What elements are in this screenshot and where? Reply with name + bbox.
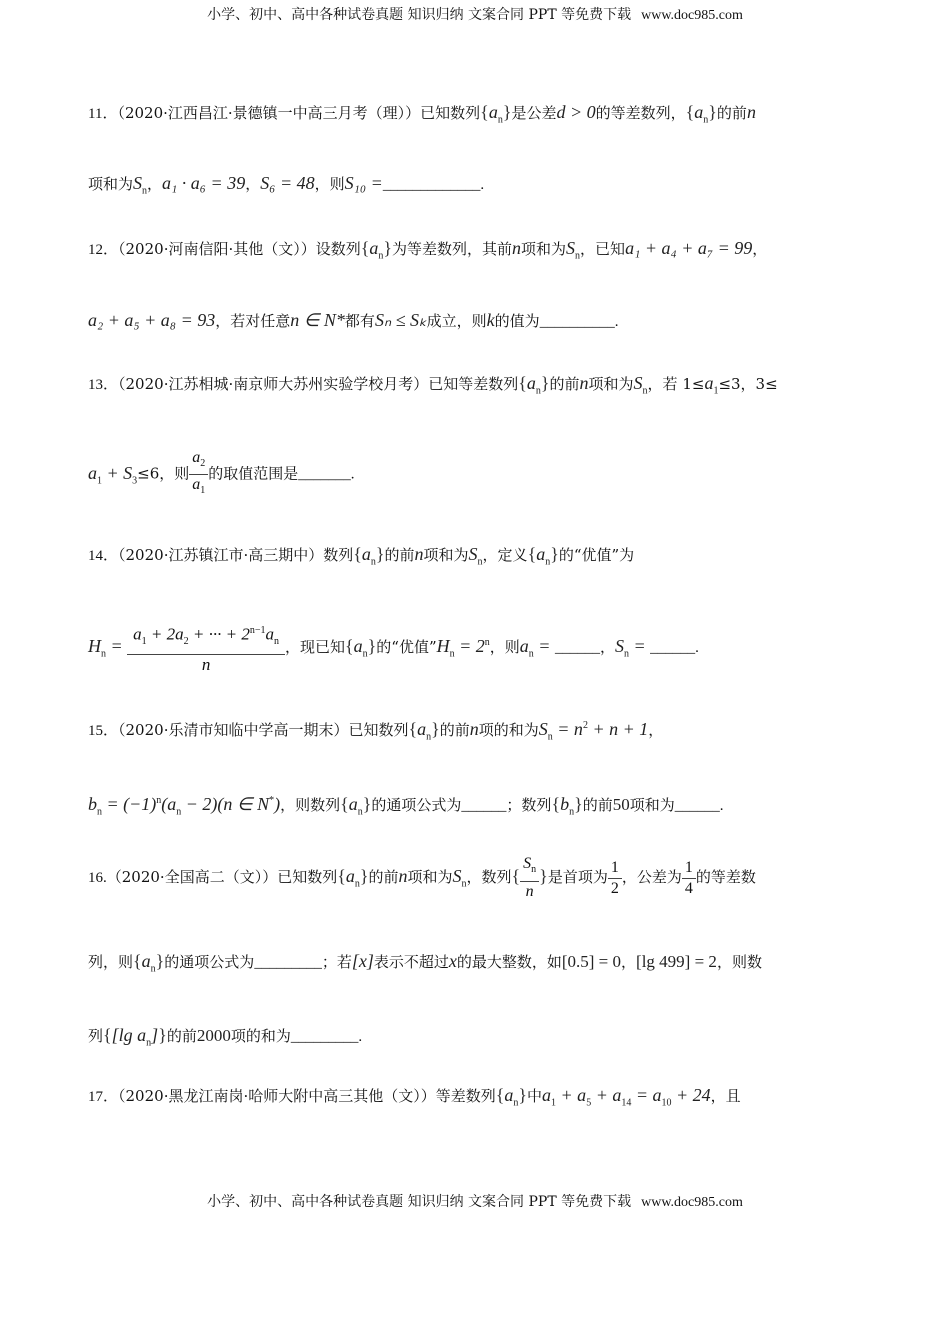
question-16-line-2: 列，则$\{a_n\}$的通项公式为_________；若[x]表示不超过x的最大整数，如[0.5] = 0，[lg 499] = 2，则数 <box>88 951 762 975</box>
answer-blank: _________. <box>290 1029 363 1045</box>
question-16-line-3: 列{[lg $a_n$]}的前2000项的和为_________. <box>88 1025 363 1049</box>
question-13-line-2: $a_1 + S_3\le 6$，则 $\frac{a_2}{a_1}$ 的取值范围是_______. <box>88 448 355 504</box>
question-14-line-2: $H_n$ = $\frac{a_1 + 2a_2 + \cdot\cdot\cdot + 2^{n-1}a_n}{n}$ ，现已知$\{a_n\}$的“优值$”H_n = 2^n$，则$a_n$ = ______，$S_n$ = ______. <box>88 620 699 678</box>
header-text: 小学、初中、高中各种试卷真题 知识归纳 文案合同 PPT 等免费下载 <box>207 7 632 23</box>
question-15-line-2: $b_n = (-1)^n(a_n - 2)(n$ ∈ N*)，则数列$\{a_n\}$的通项公式为______；数列$\{b_n\}$的前50项和为______. <box>88 794 724 818</box>
footer-text: 小学、初中、高中各种试卷真题 知识归纳 文案合同 PPT 等免费下载 <box>207 1194 632 1210</box>
question-12-line-2: a₂ + a₅ + a₈ = 93，若对任意n ∈ N*都有Sₙ ≤ Sₖ成立，则k的值为__________. <box>88 310 619 330</box>
question-17-line-1: 17．（2020·黑龙江南岗·哈师大附中高三其他（文））等差数列$\{a_n\}$中$a_1 + a_5 + a_{14} = a_{10} + 24$，且 <box>88 1085 741 1109</box>
page-header <box>0 4 950 24</box>
question-11-line-2: 项和为$S_n$，a₁ · a₆ = 39，S₆ = 48，则S₁₀ =_____________. <box>88 173 485 197</box>
page-footer <box>0 1191 950 1211</box>
fraction-optimal-value: $\frac{a_1 + 2a_2 + \cdot\cdot\cdot + 2^{n-1}a_n}{n}$ <box>127 621 285 675</box>
question-14-line-1: 14．（2020·江苏镇江市·高三期中）数列$\{a_n\}$的前n项和为$S_n$，定义$\{a_n\}$的“优值”为 <box>88 544 635 568</box>
answer-blank: ______ <box>554 640 600 656</box>
fraction-a2-over-a1: $\frac{a_2}{a_1}$ <box>189 448 208 501</box>
answer-blank: ______. <box>674 798 724 814</box>
answer-blank: __________. <box>539 314 619 330</box>
answer-blank: ______ <box>461 798 507 814</box>
header-site: www.doc985.com <box>641 8 743 23</box>
question-16-line-1: 16.（2020·全国高二（文））已知数列$\{a_n\}$的前n项和为$S_n$，数列{ $\frac{S_n}{n}$ }是首项为 $\frac{1}{2}$ ，公差为 $\frac{1}{4}$ 的等差数 <box>88 855 756 900</box>
fraction-one-quarter: $\frac{1}{4}$ <box>682 858 696 899</box>
fraction-sn-over-n: $\frac{S_n}{n}$ <box>520 854 539 901</box>
question-11-line-1: 11．（2020·江西昌江·景德镇一中高三月考（理））已知数列$\{a_n\}$是公差d > 0的等差数列，$\{a_n\}$的前n <box>88 102 756 126</box>
question-12-line-1: 12．（2020·河南信阳·其他（文））设数列$\{a_n\}$为等差数列，其前n项和为$S_n$，已知a₁ + a₄ + a₇ = 99， <box>88 238 768 262</box>
answer-blank: _____________. <box>382 177 485 193</box>
footer-site: www.doc985.com <box>641 1195 743 1210</box>
answer-blank: ______. <box>650 640 699 656</box>
question-15-line-1: 15．（2020·乐清市知临中学高一期末）已知数列$\{a_n\}$的前n项的和为$S_n = n^2 + n + 1$， <box>88 719 664 743</box>
answer-blank: _________ <box>254 955 322 971</box>
question-13-line-1: 13．（2020·江苏相城·南京师大苏州实验学校月考）已知等差数列$\{a_n\}$的前n项和为$S_n$，若 $1\le a_1\le 3$，3≤ <box>88 373 778 397</box>
answer-blank: _______. <box>298 466 355 483</box>
fraction-one-half: $\frac{1}{2}$ <box>608 858 622 899</box>
